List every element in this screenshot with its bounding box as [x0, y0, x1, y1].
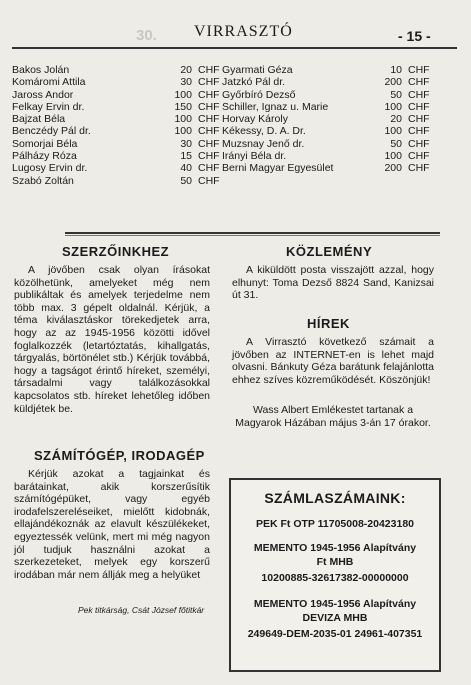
- donor-row: [222, 150, 432, 162]
- szerzoinkhez-heading: SZERZŐINKHEZ: [62, 244, 170, 259]
- szamitogep-heading: SZÁMÍTÓGÉP, IRODAGÉP: [34, 448, 205, 463]
- header: [0, 22, 471, 48]
- donor-row: [222, 101, 432, 113]
- donor-name: Győrbíró Dezső: [222, 88, 296, 101]
- donor-name: Jaross Andor: [12, 88, 74, 101]
- szamitogep-signature: Pek titkárság, Csát József főtitkár: [78, 605, 205, 615]
- donor-name: Felkay Ervin dr.: [12, 100, 85, 113]
- donor-amount: 30: [180, 137, 192, 150]
- szerzoinkhez-text: A jövőben csak olyan írásokat közölhetünk, amelyeket még nem publikáltak és amelyek terjedelme nem több max. 3 gépelt oldalnál. Kérjük, a téma kiválasztáskor törekedjetek arra, hogy az az 1945-1956 közötti idővel foglalkozzék (letartóztatás, kihallgatás, tárgyalás, börtönélet stb.) Kérjük továbbá, hogy a tagságot érintő híreket, személyi, társadalmi vagy találkozásokkal kapcsolatos stb. híreket lehetőleg időben küldjétek be.: [14, 264, 210, 415]
- donor-row: [12, 88, 220, 101]
- donor-name: Lugosy Ervin dr.: [12, 162, 88, 175]
- kozlemeny-heading: KÖZLEMÉNY: [286, 244, 373, 259]
- donor-row: [12, 162, 220, 175]
- donor-amount: 100: [174, 88, 192, 101]
- donor-name: Szabó Zoltán: [12, 174, 74, 187]
- donor-amount: 100: [174, 113, 192, 126]
- donor-amount: 10: [390, 64, 402, 76]
- section-divider-thin: [65, 235, 440, 236]
- hirek-heading: HÍREK: [307, 316, 350, 331]
- szamitogep-text: Kérjük azokat a tagjainkat és barátainkat, akik korszerűsítik számítógépüket, vagy egyéb irodafelszereléseiket, mielőtt kidobnák, ellajándékoznák az elavult készülékeket, egyeztessék velünk, mert mi még nagyon jól tudjuk használni azokat a szerkezeteket, melyek egy korszerű irodában már nem állják meg a helyüket: [14, 468, 210, 581]
- section-divider: [65, 232, 440, 234]
- donor-name: Berni Magyar Egyesület: [222, 162, 334, 175]
- donor-amount: 200: [384, 162, 402, 175]
- donor-name: Komáromi Attila: [12, 76, 86, 89]
- donor-amount: 200: [384, 76, 402, 89]
- donor-row: [222, 76, 432, 88]
- donor-name: Bajzat Béla: [12, 113, 66, 126]
- donor-amount: 100: [384, 100, 402, 113]
- donor-currency: CHF: [198, 76, 220, 89]
- donor-currency: CHF: [408, 113, 430, 126]
- donor-currency: CHF: [198, 137, 220, 150]
- account-line-pek: PEK Ft OTP 11705008-20423180: [256, 518, 414, 530]
- donor-name: Muzsnay Jenő dr.: [222, 137, 305, 150]
- donor-currency: CHF: [198, 150, 220, 163]
- donor-name: Gyarmati Géza: [222, 64, 293, 76]
- donor-currency: CHF: [408, 100, 430, 113]
- donor-currency: CHF: [198, 100, 220, 113]
- donor-row: [222, 138, 432, 150]
- donor-currency: CHF: [408, 150, 430, 163]
- donor-row: [222, 162, 432, 174]
- donor-amount: 20: [180, 64, 192, 76]
- donor-row: [12, 76, 220, 89]
- donor-currency: CHF: [198, 162, 220, 175]
- donor-currency: CHF: [408, 76, 430, 89]
- header-rule: [12, 47, 457, 49]
- donor-row: [12, 125, 220, 138]
- donor-amount: 30: [180, 76, 192, 89]
- donor-name: Irányi Béla dr.: [222, 150, 287, 163]
- donor-row: [222, 64, 432, 76]
- donor-name: Bakos Jolán: [12, 64, 70, 76]
- donor-amount: 100: [174, 125, 192, 138]
- donor-amount: 150: [174, 100, 192, 113]
- donor-currency: CHF: [198, 88, 220, 101]
- bank-accounts-box: [229, 478, 441, 672]
- issue-number: 30.: [136, 27, 157, 44]
- donor-list-right: [222, 64, 432, 175]
- donor-currency: CHF: [198, 125, 220, 138]
- account-line-number-2: 249649-DEM-2035-01 24961-407351: [247, 628, 423, 640]
- account-line-ft-mhb: Ft MHB: [316, 556, 354, 568]
- donor-name: Jatzkó Pál dr.: [222, 76, 286, 89]
- donor-currency: CHF: [408, 125, 430, 138]
- donor-row: [222, 89, 432, 101]
- donor-amount: 100: [384, 150, 402, 163]
- donor-amount: 50: [390, 88, 402, 101]
- donor-currency: CHF: [408, 88, 430, 101]
- donor-name: Horvay Károly: [222, 113, 288, 126]
- donor-name: Pálházy Róza: [12, 150, 77, 163]
- donor-row: [12, 174, 220, 187]
- donor-amount: 50: [390, 137, 402, 150]
- account-line-memento-1: MEMENTO 1945-1956 Alapítvány: [253, 542, 417, 554]
- donor-amount: 15: [180, 150, 192, 163]
- donor-list-left: [12, 64, 220, 187]
- donor-row: [12, 150, 220, 163]
- donor-row: [12, 113, 220, 126]
- kozlemeny-text: A kiküldött posta visszajött azzal, hogy elhunyt: Toma Dezső 8824 Sand, Kanizsai út 31.: [232, 264, 434, 302]
- donor-row: [12, 137, 220, 150]
- donor-amount: 50: [180, 174, 192, 187]
- donor-row: [222, 125, 432, 137]
- donor-row: [12, 100, 220, 113]
- donor-row: [222, 113, 432, 125]
- accounts-title: SZÁMLASZÁMAINK:: [264, 490, 406, 506]
- donor-currency: CHF: [408, 162, 430, 175]
- donor-currency: CHF: [198, 174, 220, 187]
- donor-name: Schiller, Ignaz u. Marie: [222, 100, 329, 113]
- donor-currency: CHF: [408, 137, 430, 150]
- donor-amount: 20: [390, 113, 402, 126]
- donor-name: Somorjai Béla: [12, 137, 78, 150]
- hirek-text: A Virrasztó következő számait a jövőben az INTERNET-en is lehet majd olvasni. Bánkuty Géza barátunk felajánlotta ehhez szíves közreműködését. Köszönjük!: [232, 336, 434, 386]
- account-line-deviza: DEVIZA MHB: [302, 612, 368, 624]
- donor-row: [12, 64, 220, 76]
- hirek-event-text: Wass Albert Emlékestet tartanak a Magyarok Házában május 3-án 17 órakor.: [235, 404, 431, 429]
- masthead-logo: VIRRASZTÓ: [194, 23, 293, 40]
- account-line-number-1: 10200885-32617382-00000000: [261, 572, 409, 584]
- donor-currency: CHF: [408, 64, 430, 76]
- donor-name: Kékessy, D. A. Dr.: [222, 125, 306, 138]
- donor-currency: CHF: [198, 113, 220, 126]
- account-line-memento-2: MEMENTO 1945-1956 Alapítvány: [253, 598, 417, 610]
- page-number: - 15 -: [398, 28, 431, 44]
- donor-currency: CHF: [198, 64, 220, 76]
- donor-amount: 100: [384, 125, 402, 138]
- donor-amount: 40: [180, 162, 192, 175]
- donor-name: Benczédy Pál dr.: [12, 125, 91, 138]
